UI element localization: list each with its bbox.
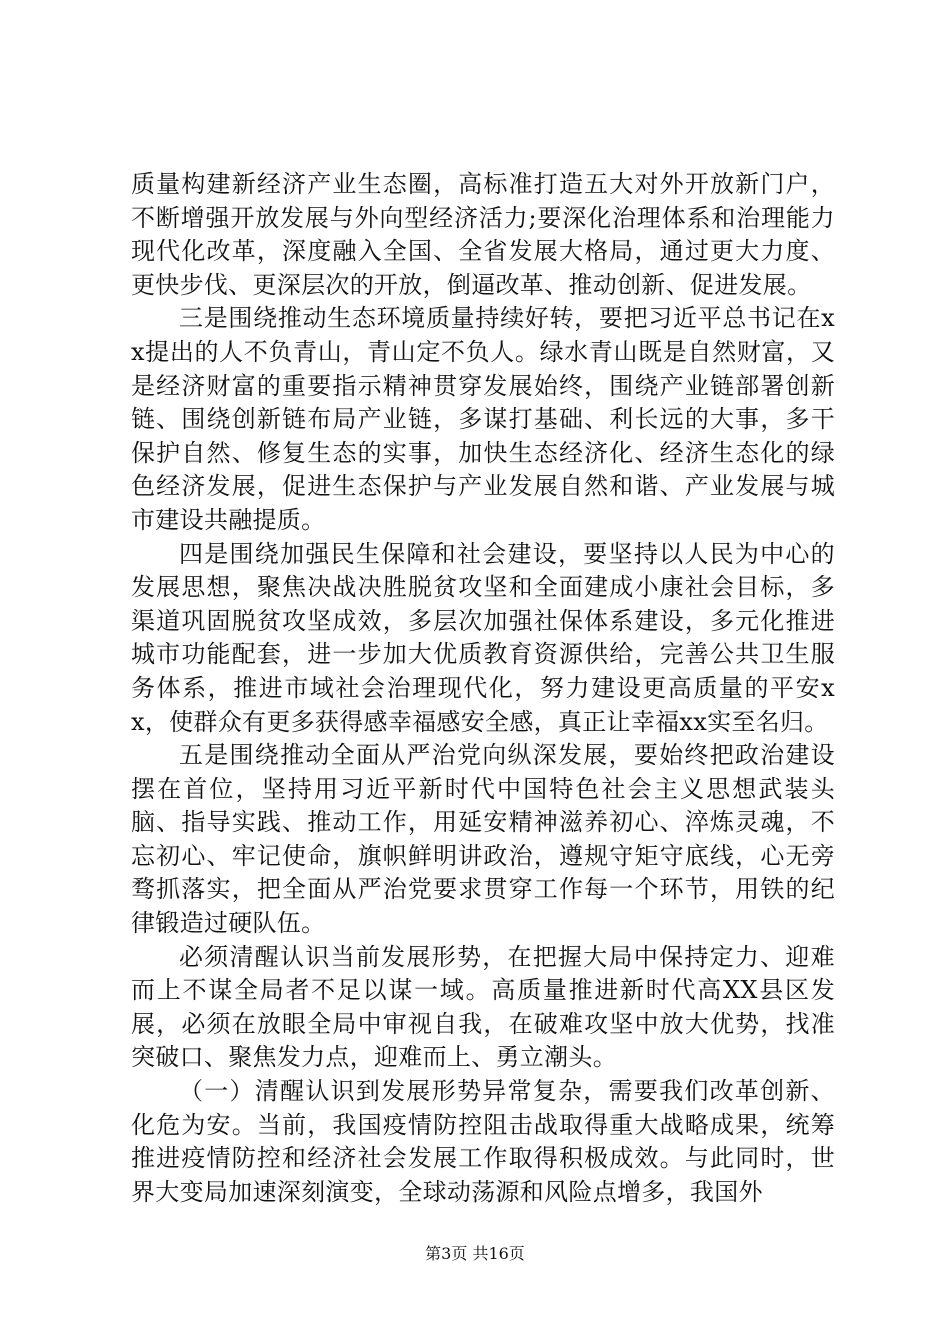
- page-footer: 第3页 共16页: [425, 1244, 525, 1263]
- paragraph-party-governance: 五是围绕推动全面从严治党向纵深发展，要始终把政治建设摆在首位，坚持用习近平新时代中国特色社会主义思想武装头脑、指导实践、推动工作，用延安精神滋养初心、淬炼灵魂，不忘初心、牢记使命，旗帜鲜明讲政治，遵规守矩守底线，心无旁骛抓落实，把全面从严治党要求贯穿工作每一个环节，用铁的纪律锻造过硬队伍。: [131, 741, 835, 938]
- paragraph-situation: 必须清醒认识当前发展形势，在把握大局中保持定力、迎难而上不谋全局者不足以谋一域。高质量推进新时代高XX县区发展，必须在放眼全局中审视自我，在破难攻坚中放大优势，找准突破口、聚焦发力点，迎难而上、勇立潮头。: [131, 942, 835, 1072]
- paragraph-continuation: 质量构建新经济产业生态圈，高标准打造五大对外开放新门户，不断增强开放发展与外向型经济活力;要深化治理体系和治理能力现代化改革，深度融入全国、全省发展大格局，通过更大力度、更快步伐、更深层次的开放，倒逼改革、推动创新、促进发展。: [131, 170, 835, 299]
- paragraph-section-one: （一）清醒认识到发展形势异常复杂，需要我们改革创新、化危为安。当前，我国疫情防控阻击战取得重大战略成果，统筹推进疫情防控和经济社会发展工作取得积极成效。与此同时，世界大变局加速深刻演变，全球动荡源和风险点增多，我国外: [131, 1077, 835, 1206]
- paragraph-ecology: 三是围绕推动生态环境质量持续好转，要把习近平总书记在xx提出的人不负青山，青山定不负人。绿水青山既是自然财富，又是经济财富的重要指示精神贯穿发展始终，围绕产业链部署创新链、围绕创新链布局产业链，多谋打基础、利长远的大事，多干保护自然、修复生态的实事，加快生态经济化、经济生态化的绿色经济发展，促进生态保护与产业发展自然和谐、产业发展与城市建设共融提质。: [131, 304, 835, 534]
- document-body: [131, 168, 835, 1209]
- paragraph-livelihood: 四是围绕加强民生保障和社会建设，要坚持以人民为中心的发展思想，聚焦决战决胜脱贫攻坚和全面建成小康社会目标，多渠道巩固脱贫攻坚成效，多层次加强社保体系建设，多元化推进城市功能配套，进一步加大优质教育资源供给，完善公共卫生服务体系，推进市域社会治理现代化，努力建设更高质量的平安xx，使群众有更多获得感幸福感安全感，真正让幸福xx实至名归。: [131, 539, 835, 736]
